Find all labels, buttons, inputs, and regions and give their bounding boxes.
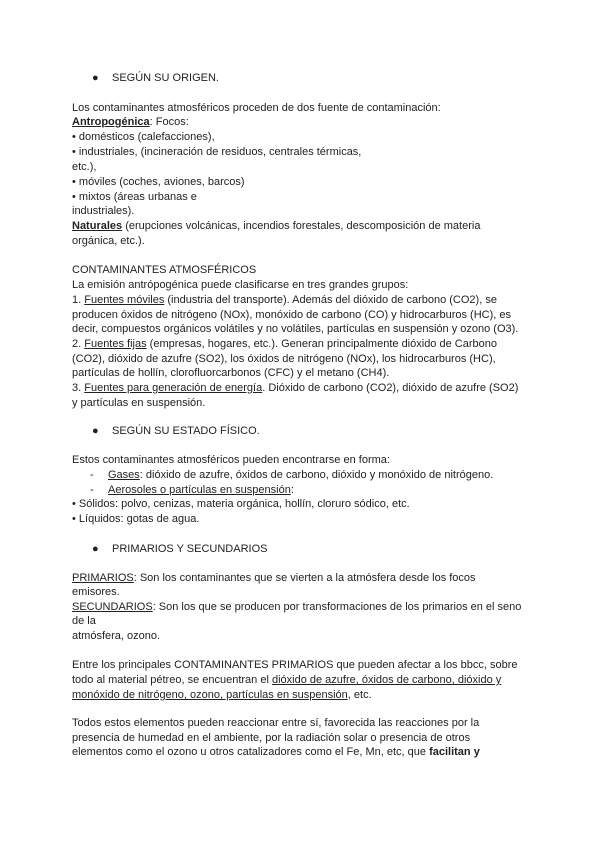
group-2: 2. Fuentes fijas (empresas, hogares, etc.). Generan principalmente dióxido de Carbono <box>72 338 497 350</box>
aerosoles-item: - Aerosoles o partículas en suspensión: <box>90 484 294 496</box>
bullet-icon: ● <box>92 543 99 555</box>
group-3: 3. Fuentes para generación de energía. Dióxido de carbono (CO2), dióxido de azufre (SO2) <box>72 382 519 394</box>
list-item: • mixtos (áreas urbanas e <box>72 191 197 203</box>
bullet-icon: ● <box>92 72 99 84</box>
paragraph: decir, compuestos orgánicos volátiles y no volátiles, partículas en suspensión y ozono (O3). <box>72 323 519 335</box>
paragraph: Los contaminantes atmosféricos proceden de dos fuente de contaminación: <box>72 102 441 114</box>
secundarios-line: SECUNDARIOS: Son los que se producen por transformaciones de los primarios en el seno <box>72 601 522 613</box>
antropogenica-line: Antropogénica: Focos: <box>72 116 189 128</box>
bullet-icon: ● <box>92 425 99 437</box>
list-item: • móviles (coches, aviones, barcos) <box>72 176 245 188</box>
paragraph: monóxido de nitrógeno, ozono, partículas en suspensión, etc. <box>72 689 372 701</box>
list-item: • domésticos (calefacciones), <box>72 131 215 143</box>
paragraph: partículas de hollín, clorofluorcarbonos (CFC) y el metano (CH4). <box>72 367 390 379</box>
paragraph: y partículas en suspensión. <box>72 397 206 409</box>
section-title: CONTAMINANTES ATMOSFÉRICOS <box>72 264 257 276</box>
heading-estado-fisico: ● SEGÚN SU ESTADO FÍSICO. <box>92 425 260 437</box>
primarios-line: PRIMARIOS: Son los contaminantes que se vierten a la atmósfera desde los focos <box>72 572 476 584</box>
paragraph: producen óxidos de nitrógeno (NOx), monóxido de carbono (CO) y hidrocarburos (HC), es <box>72 309 511 321</box>
paragraph: Entre los principales CONTAMINANTES PRIMARIOS que pueden afectar a los bbcc, sobre <box>72 659 518 671</box>
paragraph: atmósfera, ozono. <box>72 630 161 642</box>
paragraph: orgánica, etc.). <box>72 235 145 247</box>
paragraph: (CO2), dióxido de azufre (SO2), los óxidos de nitrógeno (NOx), los hidrocarburos (HC), <box>72 353 496 365</box>
group-1: 1. Fuentes móviles (industria del transporte). Además del dióxido de carbono (CO2), se <box>72 294 497 306</box>
paragraph: todo al material pétreo, se encuentran el dióxido de azufre, óxidos de carbono, dióxido y <box>72 674 502 686</box>
paragraph: emisores. <box>72 586 120 598</box>
list-item: • industriales, (incineración de residuos, centrales térmicas, <box>72 146 362 158</box>
list-item: etc.), <box>72 161 97 173</box>
paragraph: elementos como el ozono u otros catalizadores como el Fe, Mn, etc, que facilitan y <box>72 746 480 758</box>
list-item: • Sólidos: polvo, cenizas, materia orgánica, hollín, cloruro sódico, etc. <box>72 498 410 510</box>
list-item: industriales). <box>72 205 135 217</box>
list-item: • Líquidos: gotas de agua. <box>72 513 200 525</box>
paragraph: Estos contaminantes atmosféricos pueden encontrarse en forma: <box>72 454 390 466</box>
paragraph: La emisión antrópogénica puede clasificarse en tres grandes grupos: <box>72 279 409 291</box>
naturales-line: Naturales (erupciones volcánicas, incendios forestales, descomposición de materia <box>72 220 481 232</box>
paragraph: Todos estos elementos pueden reaccionar entre sí, favorecida las reacciones por la <box>72 717 480 729</box>
gases-item: - Gases: dióxido de azufre, óxidos de carbono, dióxido y monóxido de nitrógeno. <box>90 469 494 481</box>
paragraph: presencia de humedad en el ambiente, por la radiación solar o presencia de otros <box>72 732 471 744</box>
heading-primarios: ● PRIMARIOS Y SECUNDARIOS <box>92 543 268 555</box>
heading-origen: ● SEGÚN SU ORIGEN. <box>92 72 219 84</box>
paragraph: de la <box>72 615 96 627</box>
